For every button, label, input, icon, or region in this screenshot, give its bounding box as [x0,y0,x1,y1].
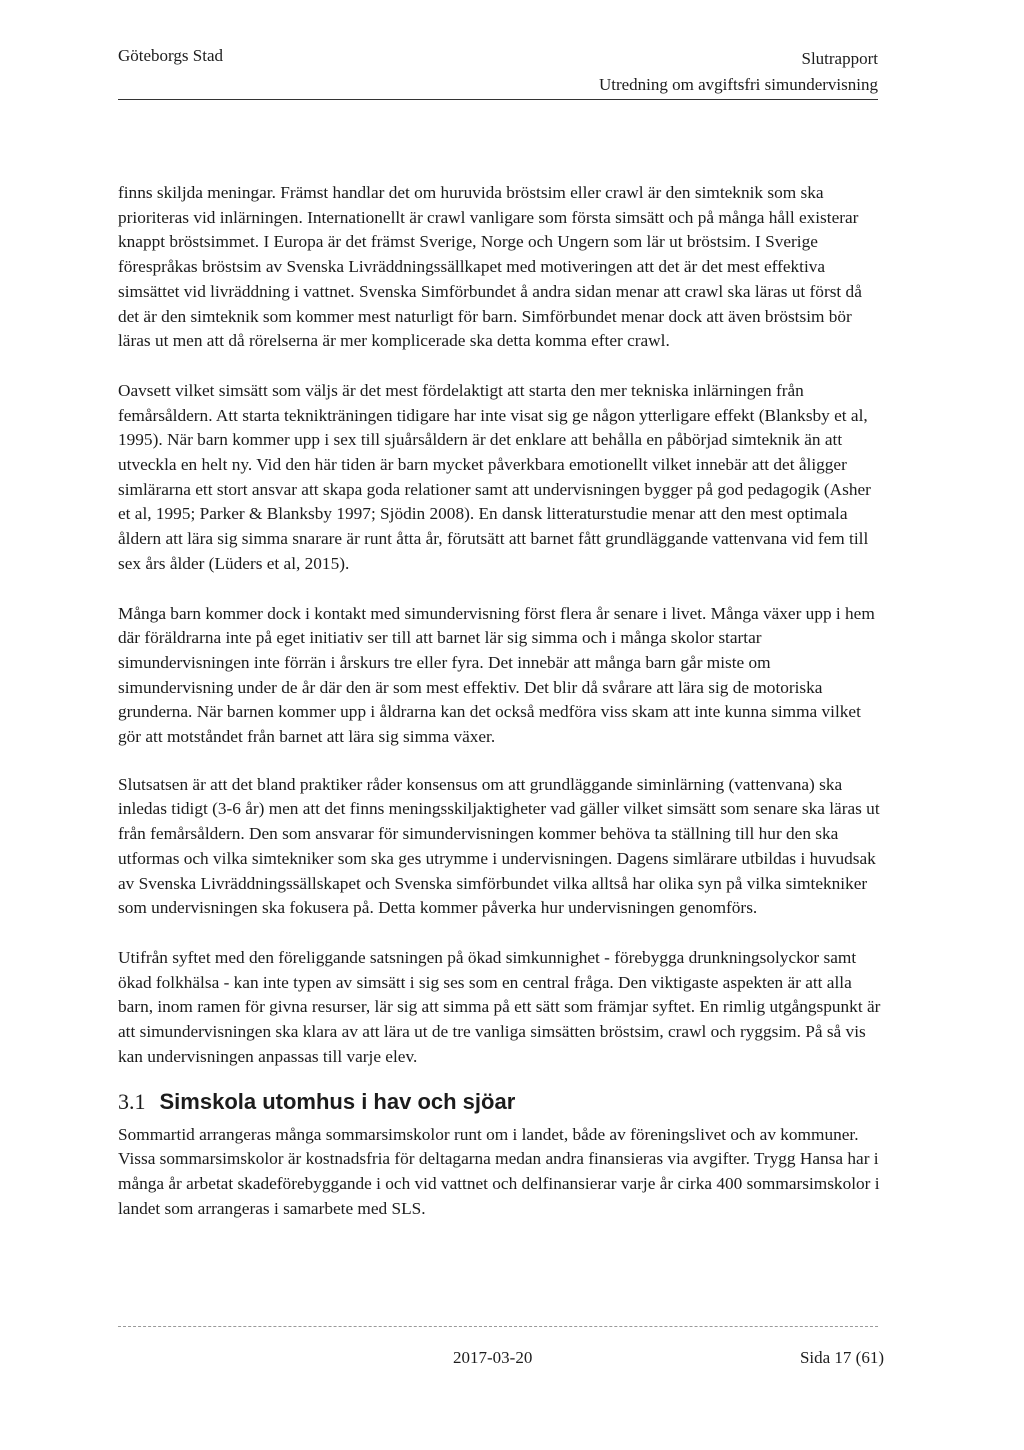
section-paragraph: Sommartid arrangeras många sommarsimskolor runt om i landet, både av föreningslivet och av kommuner. Vissa sommarsimskolor är kostnadsfria för deltagarna medan andra finansieras via avgifter. Trygg Hansa har i många år arbetat skadeförebyggande i och vid vattnet och delfinansierar varje år cirka 400 sommarsimskolor i landet som arrangeras i samarbete med SLS. [118,1124,880,1218]
body-paragraph-4: Slutsatsen är att det bland praktiker råder konsensus om att grundläggande siminlärning (vattenvana) ska inledas tidigt (3-6 år) men att det finns meningsskiljaktigheter vad gäller vilket simsätt som senare ska läras ut från femårsåldern. Den som ansvarar för simundervisningen kommer behöva ta ställning till hur den ska utformas och vilka simtekniker som ska ges utrymme i undervisningen. Dagens simlärare utbildas i huvudsak av Svenska Livräddningssällskapet och Svenska simförbundet vilka alltså har olika syn på vilka simtekniker som undervisningen ska fokusera på. Detta kommer påverka hur undervisningen genomförs. [118,774,880,918]
footer-page-number: Sida 17 (61) [799,1348,884,1367]
header-divider [118,99,878,100]
section-heading [118,1087,884,1117]
body-paragraph-5: Utifrån syftet med den föreliggande satsningen på ökad simkunnighet - förebygga drunkningsolyckor samt ökad folkhälsa - kan inte typen av simsätt i sig ses som en central fråga. Den viktigaste aspekten är att alla barn, inom ramen för givna resurser, lär sig att simma på ett sätt som främjar syftet. En rimlig utgångspunkt är att simundervisningen ska klara av att lära ut de tre vanliga simsätten bröstsim, crawl och ryggsim. På så vis kan undervisningen anpassas till varje elev. [118,947,881,1066]
section-number: 3.1 [118,1088,146,1114]
body-paragraph-2: Oavsett vilket simsätt som väljs är det mest fördelaktigt att starta den mer tekniska inlärningen från femårsåldern. Att starta teknikträningen tidigare har inte visat sig ge någon ytterligare effekt (Blanksby et al, 1995). När barn kommer upp i sex till sjuårsåldern är det enklare att behålla en påbörjad simteknik än att utveckla en helt ny. Vid den här tiden är barn mycket påverkbara emotionellt vilket innebär att det åligger simlärarna ett stort ansvar att skapa goda relationer samt att undervisningen bygger på god pedagogik (Asher et al, 1995; Parker & Blanksby 1997; Sjödin 2008). En dansk litteraturstudie menar att den mest optimala åldern att lära sig simma snarare är runt åtta år, förutsätt att barnet fått grundläggande vattenvana vid fem till sex års ålder (Lüders et al, 2015). [118,380,871,573]
header-right [599,46,878,98]
body-paragraph-1: finns skiljda meningar. Främst handlar det om huruvida bröstsim eller crawl är den simteknik som ska prioriteras vid inlärningen. Internationellt är crawl vanligare som första simsätt och på många håll existerar knappt bröstsimmet. I Europa är det främst Sverige, Norge och Ungern som lär ut bröstsim. I Sverige förespråkas bröstsim av Svenska Livräddningssällkapet med motiveringen att det är det mest effektiva simsättet vid livräddning i vattnet. Svenska Simförbundet å andra sidan menar att crawl ska läras ut först då det är den simteknik som kommer mest naturligt för barn. Simförbundet menar dock att även bröstsim bör läras ut men att då rörelserna är mer komplicerade ska detta komma efter crawl. [118,183,862,351]
document-body [118,181,884,1221]
header-doc-type: Slutrapport [801,49,878,68]
footer-divider [118,1326,878,1327]
header-organization: Göteborgs Stad [118,46,223,65]
footer-date: 2017-03-20 [453,1348,533,1367]
header-doc-subtitle: Utredning om avgiftsfri simundervisning [598,75,878,94]
section-title: Simskola utomhus i hav och sjöar [159,1088,516,1114]
body-paragraph-3: Många barn kommer dock i kontakt med simundervisning först flera år senare i livet. Många växer upp i hem där föräldrarna inte på eget initiativ ser till att barnet lär sig simma och i många skolor startar simundervisningen inte förrän i årskurs tre eller fyra. Det innebär att många barn går miste om simundervisning under de år där den är som mest effektiv. Det blir då svårare att lära sig de motoriska grunderna. När barnen kommer upp i åldrarna kan det också medföra viss skam att inte kunna simma vilket gör att motståndet från barnet att lära sig simma växer. [118,603,875,747]
